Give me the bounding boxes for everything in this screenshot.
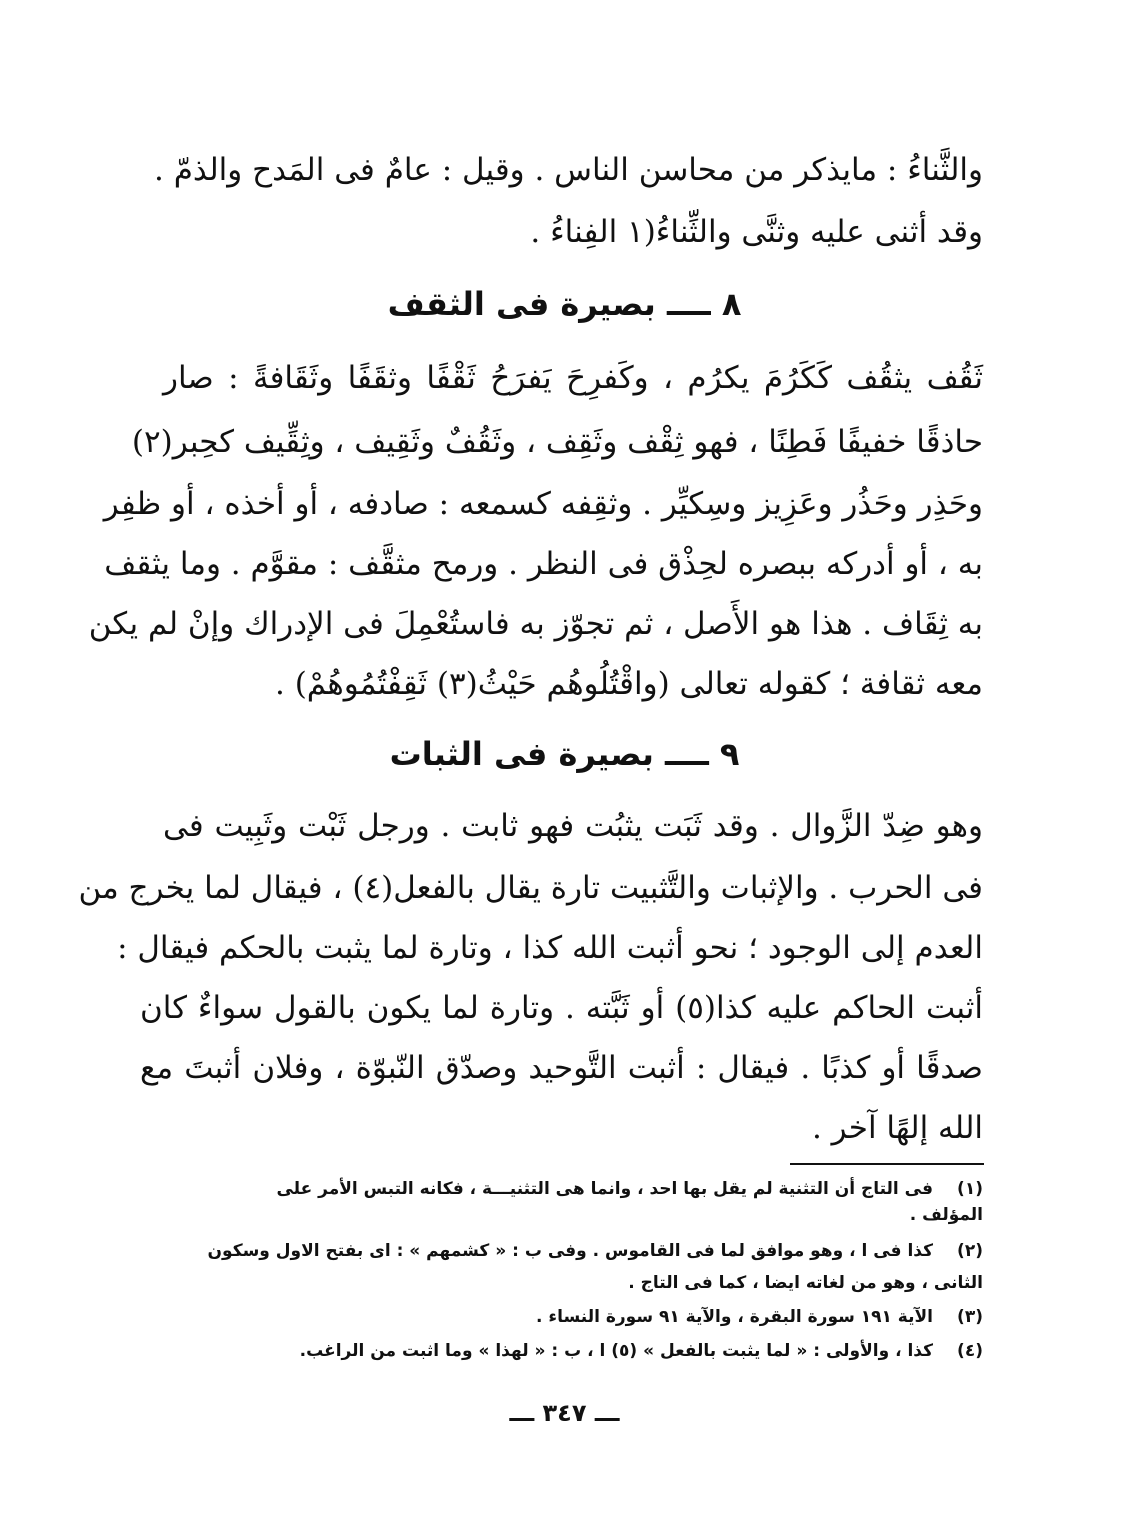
body-line: العدم إلى الوجود ؛ نحو أثبت الله كذا ، وتارة لما يثبت بالحكم فيقال : [117,930,983,966]
footnote [140,1176,983,1202]
section-heading: ٩ ــــ بصيرة فى الثبات [389,735,740,773]
footnote-number: (٤) [957,1341,983,1361]
body-line: فى الحرب . والإثبات والتَّثبيت تارة يقال بالفعل(٤) ، فيقال لما يخرج من [78,870,983,906]
body-line: وهو ضِدّ الزَّوال . وقد ثَبَت يثبُت فهو ثابت . ورجل ثَبْت وثَبِيت فى [163,808,983,844]
footnote-text: الآية ١٩١ سورة البقرة ، والآية ٩١ سورة النساء . [536,1307,933,1327]
page-number: ـــ ٣٤٧ ـــ [509,1399,620,1427]
body-line: به ثِقَاف . هذا هو الأَصل ، ثم تجوّز به فاستُعْمِلَ فى الإدراك وإنْ لم يكن [88,606,983,642]
body-line: حاذقًا خفيفًا فَطِنًا ، فهو ثِقْف وثَقِف ، وثَقُفٌ وثَقِيف ، وثِقِّيف كحِبر(٢) [131,424,983,460]
section-heading: ٨ ــــ بصيرة فى الثقف [387,285,742,323]
body-line: الله إلهًا آخر . [811,1110,983,1146]
footnote-number: (١) [957,1179,983,1199]
footnote-text: فى التاج أن التثنية لم يقل بها احد ، وانما هى التثنيـــة ، فكانه التبس الأمر على [276,1179,933,1199]
body-line: صدقًا أو كذبًا . فيقال : أثبت التَّوحيد وصدّق النّبوّة ، وفلان أثبتَ مع [140,1050,983,1086]
footnote-continuation: المؤلف . [909,1205,983,1225]
footnote [140,1338,983,1364]
body-line: وقد أثنى عليه وثنَّى والثِّناءُ(١ الفِناءُ . [530,214,983,250]
body-line: والثَّناءُ : مايذكر من محاسن الناس . وقيل : عامٌ فى المَدح والذمّ . [154,152,983,188]
body-line: معه ثقافة ؛ كقوله تعالى (واقْتُلُوهُم حَيْثُ(٣) ثَقِفْتُمُوهُمْ) . [274,666,983,702]
footnote-text: كذا ، والأولى : « لما يثبت بالفعل » (٥) ا ، ب : « لهذا » وما اثبت من الراغب. [299,1341,933,1361]
footnote-number: (٣) [957,1307,983,1327]
footnote-separator [790,1163,984,1165]
footnote-text: كذا فى ا ، وهو موافق لما فى القاموس . وفى ب : « كشمهم » : اى بفتح الاول وسكون [207,1241,933,1261]
footnote-continuation: الثانى ، وهو من لغاته ايضا ، كما فى التاج . [628,1273,983,1293]
body-line: ثَقُف يثقُف كَكَرُمَ يكرُم ، وكَفرِحَ يَفرَحُ ثَقْفًا وثقَفًا وثَقَافةً : صار [163,360,983,396]
body-line: وحَذِر وحَذُر وعَزِيز وسِكيِّر . وثقِفه كسمعه : صادفه ، أو أخذه ، أو ظفِر [103,486,983,522]
footnote [140,1304,983,1330]
footnote-number: (٢) [957,1241,983,1261]
body-line: أثبت الحاكم عليه كذا(٥) أو ثَبَّته . وتارة لما يكون بالقول سواءٌ كان [140,990,983,1026]
footnote [140,1238,983,1264]
body-line: به ، أو أدركه ببصره لحِذْق فى النظر . ورمح مثقَّف : مقوَّم . وما يثقف [104,546,983,582]
